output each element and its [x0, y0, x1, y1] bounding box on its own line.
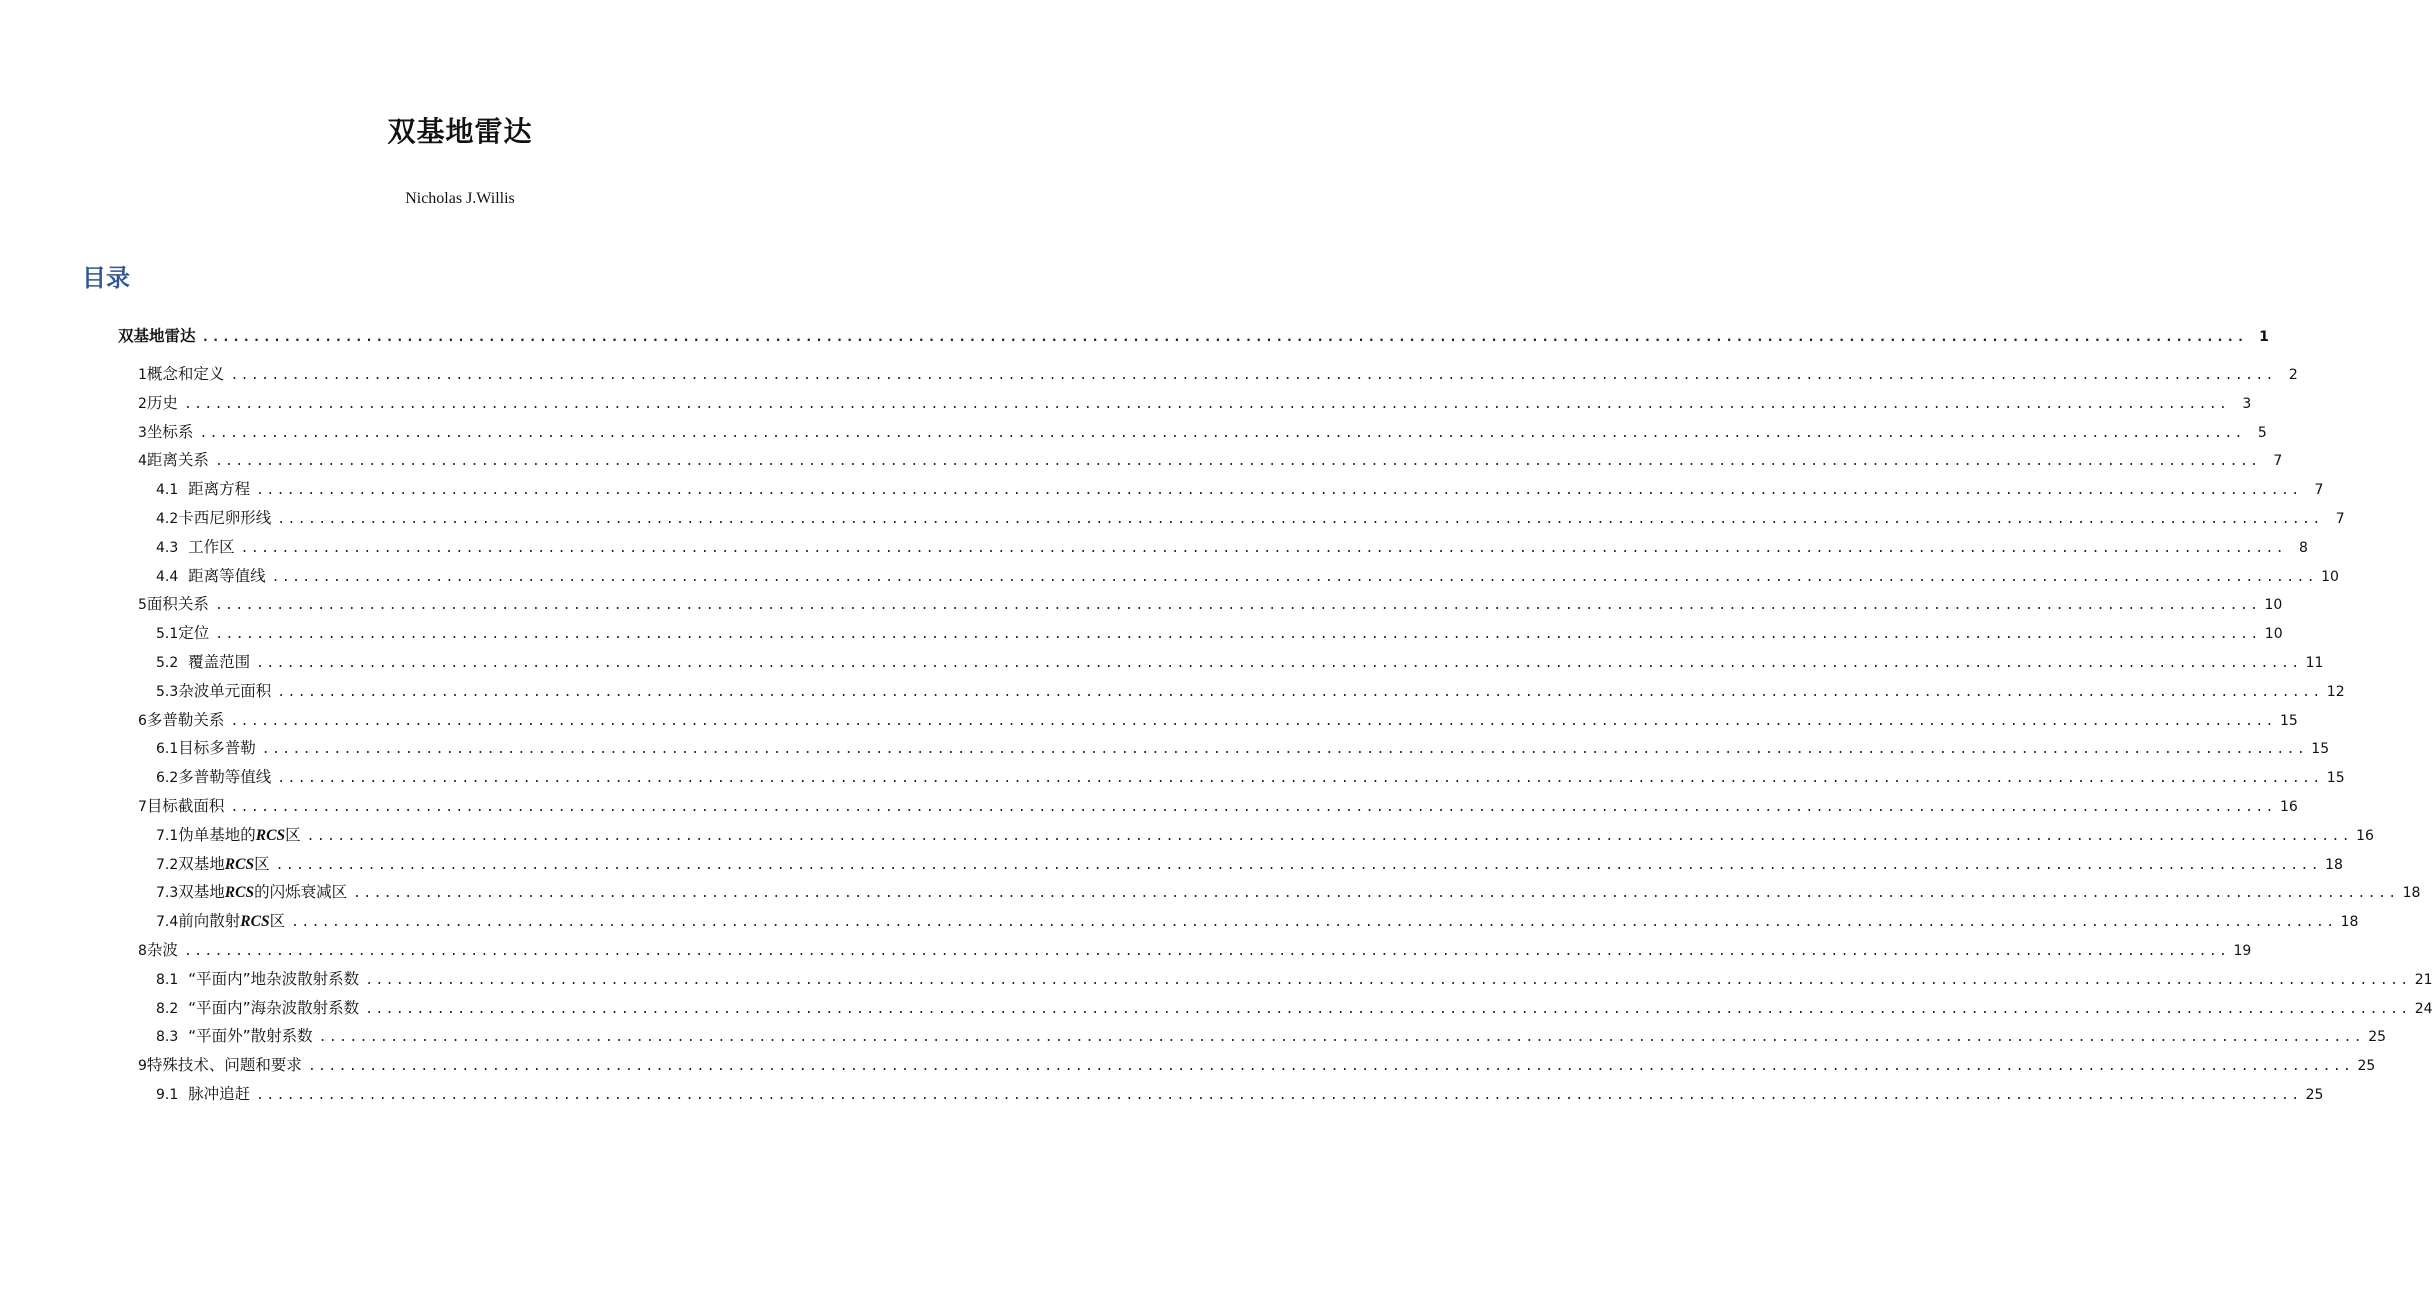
- toc-entry-number: 6.2: [156, 770, 179, 787]
- toc-entry-number: 2: [138, 395, 147, 412]
- toc-entry-title-suffix: 区: [269, 912, 286, 931]
- toc-entry-title: 定位: [178, 624, 210, 643]
- toc-dot-leader: ........................................................................................................................................................................................................: [277, 512, 2323, 527]
- toc-entry[interactable]: [156, 535, 2308, 563]
- toc-entry-title: 杂波单元面积: [178, 681, 272, 700]
- toc-entry-page-number: 7: [2314, 482, 2324, 499]
- toc-entry-title: 双基地雷达: [118, 327, 196, 345]
- toc-entry-number: 5.1: [156, 626, 179, 643]
- toc-entry[interactable]: [156, 679, 2345, 707]
- toc-entry-title: 距离关系: [146, 451, 209, 470]
- toc-entry-number: 5: [138, 597, 147, 614]
- document-title: 双基地雷达: [387, 115, 533, 148]
- toc-entry-title: 多普勒等值线: [178, 768, 272, 787]
- toc-entry-title-suffix: 区: [254, 854, 270, 873]
- toc-entry-title-prefix: 伪单基地的: [178, 825, 256, 844]
- toc-dot-leader: ........................................................................................................................................................................................................: [201, 330, 2247, 345]
- toc-entry[interactable]: [138, 420, 2267, 448]
- toc-dot-leader: ........................................................................................................................................................................................................: [365, 1001, 2411, 1017]
- toc-entry-title: 历史: [146, 393, 178, 412]
- toc-entry-number: 4: [138, 453, 147, 470]
- toc-entry-title-rcs: RCS: [224, 855, 255, 873]
- toc-entry-number: 3: [138, 424, 147, 441]
- toc-dot-leader: ........................................................................................................................................................................................................: [256, 656, 2302, 671]
- toc-entry-title: “平面外”散射系数: [178, 1027, 313, 1046]
- toc-dot-leader: ........................................................................................................................................................................................................: [214, 454, 2261, 470]
- document-author: Nicholas J.Willis: [405, 190, 515, 207]
- toc-entry-title: 卡西尼卵形线: [178, 509, 272, 527]
- toc-entry[interactable]: [156, 996, 2433, 1024]
- toc-entry[interactable]: [156, 852, 2343, 880]
- toc-entry-number: 6.1: [156, 741, 179, 758]
- toc-dot-leader: ........................................................................................................................................................................................................: [215, 627, 2261, 643]
- toc-entry-page-number: 11: [2305, 655, 2324, 671]
- toc-entry-title: [178, 909, 285, 931]
- toc-entry-number: 8.3: [156, 1029, 179, 1046]
- toc-entry[interactable]: [156, 967, 2433, 995]
- toc-entry-number: 7: [138, 799, 147, 815]
- toc-entry[interactable]: [138, 1053, 2376, 1081]
- toc-entry-page-number: 24: [2414, 1000, 2433, 1017]
- toc-entry-page-number: 16: [2279, 799, 2298, 815]
- toc-entry-number: 8.2: [156, 1000, 179, 1017]
- toc-dot-leader: ........................................................................................................................................................................................................: [275, 857, 2321, 873]
- toc-dot-leader: ........................................................................................................................................................................................................: [214, 598, 2261, 614]
- toc-entry-title: 杂波: [146, 941, 178, 959]
- toc-dot-leader: ........................................................................................................................................................................................................: [256, 483, 2302, 499]
- toc-dot-leader: ........................................................................................................................................................................................................: [261, 742, 2308, 758]
- toc-entry-number: 6: [138, 712, 147, 729]
- toc-entry-page-number: 7: [2335, 511, 2345, 527]
- toc-dot-leader: ........................................................................................................................................................................................................: [199, 425, 2245, 441]
- toc-entry-title-prefix: 前向散射: [178, 912, 241, 931]
- toc-entry[interactable]: [156, 506, 2345, 534]
- toc-entry[interactable]: [156, 650, 2324, 678]
- toc-dot-leader: ........................................................................................................................................................................................................: [307, 1059, 2354, 1075]
- toc-entry-number: 5.3: [156, 683, 179, 700]
- toc-entry-title: 脉冲追赶: [178, 1085, 251, 1103]
- toc-entry-title: [178, 823, 300, 845]
- toc-entry[interactable]: [156, 765, 2345, 793]
- toc-entry[interactable]: [156, 564, 2339, 592]
- toc-dot-leader: ........................................................................................................................................................................................................: [230, 368, 2276, 383]
- toc-entry-page-number: 10: [2264, 597, 2283, 614]
- toc-entry[interactable]: [138, 938, 2252, 966]
- toc-entry-title: 工作区: [178, 537, 235, 556]
- toc-entry-page-number: 18: [2340, 914, 2359, 931]
- toc-entry-number: 8.1: [156, 971, 179, 988]
- toc-entry-page-number: 3: [2242, 395, 2252, 412]
- toc-entry-page-number: 7: [2273, 453, 2283, 470]
- toc-dot-leader: ........................................................................................................................................................................................................: [277, 684, 2323, 700]
- toc-entry-title-prefix: 双基地: [178, 883, 225, 902]
- toc-entry-number: 4.4: [156, 568, 179, 585]
- toc-entry-title: [178, 880, 347, 902]
- toc-dot-leader: ........................................................................................................................................................................................................: [353, 886, 2399, 902]
- toc-entry-number: 7.1: [156, 827, 179, 844]
- toc-entry-title: “平面内”地杂波散射系数: [178, 969, 360, 988]
- toc-entry-title: 目标多普勒: [178, 739, 256, 758]
- toc-entry-title-rcs: RCS: [224, 884, 255, 902]
- toc-entry[interactable]: [156, 1024, 2387, 1052]
- toc-entry-title: [178, 852, 269, 874]
- toc-entry-number: 4.2: [156, 511, 179, 527]
- toc-entry[interactable]: [138, 362, 2298, 390]
- toc-entry[interactable]: [118, 324, 2269, 352]
- toc-dot-leader: ........................................................................................................................................................................................................: [230, 713, 2276, 729]
- toc-entry-title: 坐标系: [146, 422, 194, 441]
- toc-entry-page-number: 18: [2402, 885, 2421, 902]
- toc-dot-leader: ........................................................................................................................................................................................................: [306, 828, 2352, 844]
- toc-entry-title: 特殊技术、问题和要求: [146, 1056, 302, 1075]
- toc-entry-page-number: 15: [2279, 712, 2298, 729]
- toc-entry-page-number: 5: [2257, 424, 2267, 441]
- toc-entry-title: 目标截面积: [146, 797, 225, 815]
- toc-entry-number: 9: [138, 1058, 147, 1075]
- toc-entry-title-suffix: 区: [285, 825, 301, 844]
- toc-dot-leader: ........................................................................................................................................................................................................: [183, 396, 2230, 412]
- toc-entry-title: 覆盖范围: [178, 653, 251, 671]
- toc-heading: 目录: [82, 264, 130, 292]
- toc-dot-leader: ........................................................................................................................................................................................................: [183, 944, 2230, 959]
- toc-entry-page-number: 8: [2299, 539, 2308, 556]
- toc-entry-page-number: 19: [2233, 943, 2252, 959]
- toc-entry[interactable]: [138, 592, 2283, 620]
- toc-entry-page-number: 15: [2326, 770, 2345, 787]
- toc-entry-title: 概念和定义: [146, 365, 225, 383]
- toc-dot-leader: ........................................................................................................................................................................................................: [291, 915, 2337, 931]
- toc-entry[interactable]: [156, 477, 2324, 505]
- toc-entry-page-number: 25: [2368, 1029, 2387, 1046]
- toc-dot-leader: ........................................................................................................................................................................................................: [318, 1030, 2365, 1046]
- toc-entry-title-prefix: 双基地: [178, 854, 225, 873]
- toc-entry-page-number: 16: [2356, 827, 2374, 844]
- toc-entry-number: 8: [138, 943, 147, 959]
- toc-entry-number: 7.4: [156, 914, 179, 931]
- toc-entry-title-rcs: RCS: [255, 826, 286, 844]
- toc-entry-page-number: 15: [2311, 741, 2330, 758]
- toc-entry-title: 距离方程: [178, 480, 251, 499]
- toc-entry[interactable]: [156, 880, 2421, 908]
- toc-entry-number: 7.2: [156, 856, 179, 873]
- toc-entry[interactable]: [156, 909, 2359, 937]
- toc-entry-page-number: 12: [2326, 683, 2345, 700]
- toc-entry-number: 1: [138, 367, 147, 383]
- toc-entry-page-number: 10: [2321, 568, 2339, 585]
- toc-entry[interactable]: [156, 1082, 2324, 1110]
- toc-entry[interactable]: [156, 621, 2283, 649]
- toc-dot-leader: ........................................................................................................................................................................................................: [240, 540, 2286, 556]
- toc-entry-title-suffix: 的闪烁衰减区: [254, 883, 348, 902]
- toc-dot-leader: ........................................................................................................................................................................................................: [271, 569, 2317, 585]
- toc-entry-page-number: 2: [2288, 367, 2298, 383]
- toc-entry-number: 7.3: [156, 885, 179, 902]
- toc-entry-number: 4.3: [156, 539, 179, 556]
- toc-entry[interactable]: [156, 823, 2374, 851]
- toc-entry-page-number: 10: [2264, 626, 2283, 643]
- toc-dot-leader: ........................................................................................................................................................................................................: [277, 771, 2323, 787]
- toc-entry[interactable]: [138, 794, 2298, 822]
- toc-entry-title: 距离等值线: [178, 566, 266, 585]
- toc-entry[interactable]: [138, 448, 2283, 476]
- toc-entry[interactable]: [138, 708, 2298, 736]
- toc-entry-title: 面积关系: [146, 595, 209, 614]
- toc-entry[interactable]: [156, 736, 2330, 764]
- toc-dot-leader: ........................................................................................................................................................................................................: [365, 972, 2411, 988]
- toc-entry-page-number: 25: [2305, 1087, 2324, 1103]
- toc-entry[interactable]: [138, 391, 2252, 419]
- toc-entry-title: 多普勒关系: [146, 710, 225, 729]
- toc-dot-leader: ........................................................................................................................................................................................................: [256, 1088, 2302, 1103]
- toc-entry-page-number: 25: [2357, 1058, 2376, 1075]
- toc-entry-page-number: 21: [2414, 971, 2433, 988]
- toc-entry-page-number: 1: [2259, 329, 2269, 345]
- toc-entry-number: 4.1: [156, 482, 179, 499]
- toc-entry-number: 5.2: [156, 655, 179, 671]
- toc-entry-number: 9.1: [156, 1087, 179, 1103]
- toc-dot-leader: ........................................................................................................................................................................................................: [230, 800, 2276, 815]
- toc-entry-title: “平面内”海杂波散射系数: [178, 998, 360, 1017]
- toc-entry-title-rcs: RCS: [240, 913, 270, 931]
- toc-entry-page-number: 18: [2325, 856, 2343, 873]
